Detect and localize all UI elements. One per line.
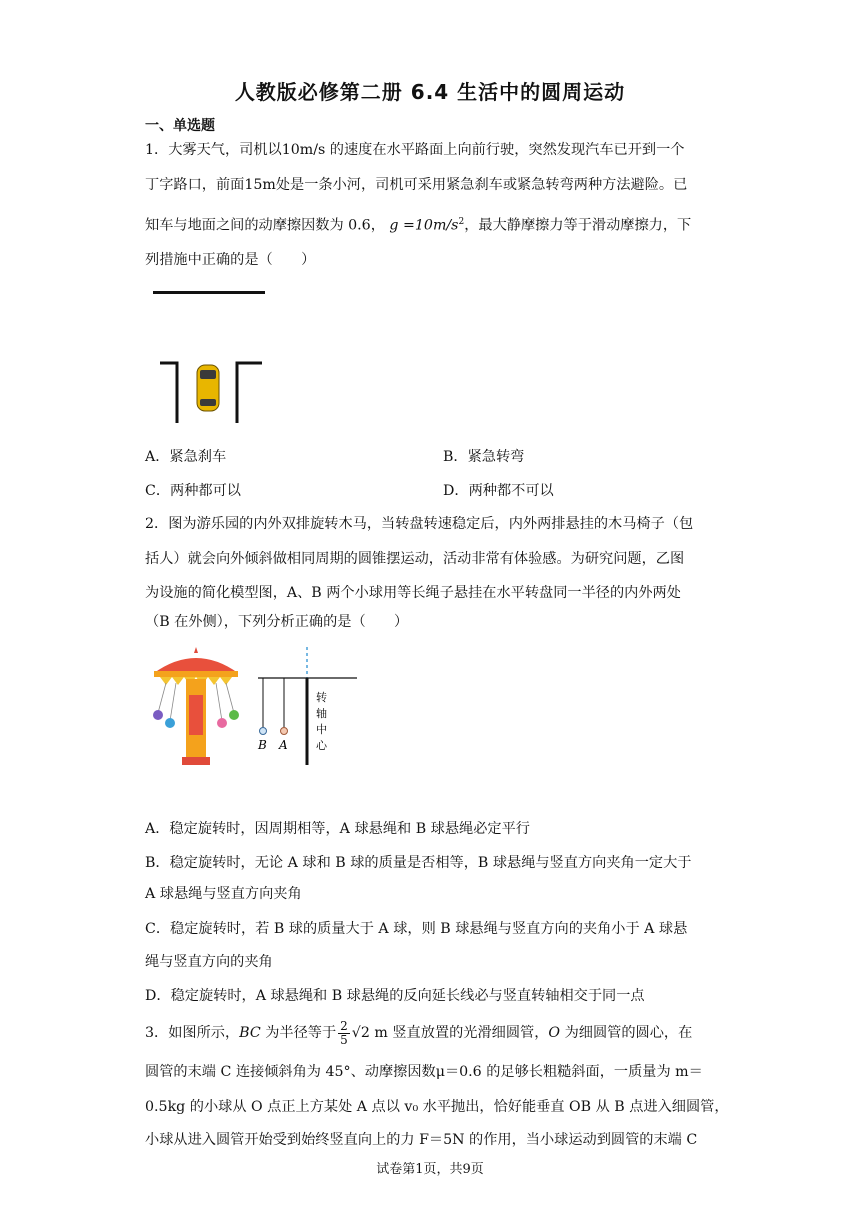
q2-option-b[interactable]: B．稳定旋转时，无论 A 球和 B 球的质量是否相等，B 球悬绳与竖直方向夹角一定大于 <box>145 855 692 871</box>
q2-model-figure <box>250 645 365 770</box>
q1-gravity-formula: g =10m/s <box>389 217 459 234</box>
q2-option-d[interactable]: D．稳定旋转时，A 球悬绳和 B 球悬绳的反向延长线必与竖直转轴相交于同一点 <box>145 988 645 1004</box>
car-icon <box>197 365 219 411</box>
q1-gravity-exponent: 2 <box>458 217 465 227</box>
q3-frac-num: 2 <box>340 1018 348 1033</box>
q3-bc: BC <box>239 1025 261 1041</box>
q3-line-3: 0.5kg 的小球从 O 点正上方某处 A 点以 v₀ 水平抛出，恰好能垂直 OB 从 B 点进入细圆管， <box>145 1099 729 1115</box>
carousel-illustration <box>146 645 246 770</box>
axis-label-3: 中 <box>316 723 327 736</box>
q2-line-1: 2．图为游乐园的内外双排旋转木马，当转盘转速稳定后，内外两排悬挂的木马椅子（包 <box>145 516 694 532</box>
q2-option-a[interactable]: A．稳定旋转时，因周期相等，A 球悬绳和 B 球悬绳必定平行 <box>145 821 530 837</box>
river-line <box>153 291 265 294</box>
label-a: A <box>279 738 288 752</box>
q1-line-3 <box>145 212 720 236</box>
axis-label-4: 心 <box>316 739 327 752</box>
page-footer: 试卷第1页，共9页 <box>376 1162 484 1177</box>
q2-option-b-cont: A 球悬绳与竖直方向夹角 <box>145 886 302 902</box>
q2-line-3: 为设施的简化模型图，A、B 两个小球用等长绳子悬挂在水平转盘同一半径的内外两处 <box>145 585 681 601</box>
q1-line-3-text: 知车与地面之间的动摩擦因数为 0.6， <box>145 217 385 234</box>
q1-option-d[interactable]: D．两种都不可以 <box>443 483 554 499</box>
q1-line-2: 丁字路口，前面15m处是一条小河，司机可采用紧急刹车或紧急转弯两种方法避险。已 <box>145 177 688 193</box>
q3-mid: 为半径等于 <box>260 1025 337 1041</box>
label-b: B <box>258 738 267 752</box>
q1-road-figure <box>150 285 270 425</box>
q1-line-4: 列措施中正确的是（ ） <box>145 252 316 268</box>
q2-line-2: 括人）就会向外倾斜做相同周期的圆锥摆运动，活动非常有体验感。为研究问题，乙图 <box>145 551 685 567</box>
q2-line-4: （B 在外侧），下列分析正确的是（ ） <box>145 614 409 630</box>
axis-label-1: 转 <box>316 691 327 704</box>
q1-line-3-tail: ，最大静摩擦力等于滑动摩擦力，下 <box>464 217 692 234</box>
q3-line-2: 圆管的末端 C 连接倾斜角为 45°、动摩擦因数μ＝0.6 的足够长粗糙斜面，一质量为 m＝ <box>145 1064 703 1080</box>
q3-prefix: 3．如图所示， <box>145 1025 240 1041</box>
q3-frac-den: 5 <box>340 1032 348 1047</box>
q1-option-c[interactable]: C．两种都可以 <box>145 483 241 499</box>
q1-line-1: 1．大雾天气，司机以10m/s 的速度在水平路面上向前行驶，突然发现汽车已开到一个 <box>145 142 685 158</box>
q3-post: m 竖直放置的光滑细圆管， <box>369 1025 549 1041</box>
road-left-edge <box>160 363 177 423</box>
q1-option-b[interactable]: B．紧急转弯 <box>443 449 525 465</box>
ball-a <box>281 728 288 735</box>
q3-line-4: 小球从进入圆管开始受到始终竖直向上的力 F＝5N 的作用，当小球运动到圆管的末端 C <box>145 1132 698 1148</box>
q1-option-a[interactable]: A．紧急刹车 <box>145 449 227 465</box>
axis-label-2: 轴 <box>316 707 327 720</box>
q3-fraction <box>338 1020 350 1047</box>
q3-sqrt: √2 <box>351 1025 370 1041</box>
road-right-edge <box>237 363 262 423</box>
q2-option-c-cont: 绳与竖直方向的夹角 <box>145 954 273 970</box>
q3-end: 为细圆管的圆心，在 <box>560 1025 693 1041</box>
page-title: 人教版必修第二册 6.4 生活中的圆周运动 <box>234 80 626 104</box>
q3-line-1 <box>145 1018 720 1048</box>
section-heading: 一、单选题 <box>145 118 215 134</box>
q3-o: O <box>548 1025 561 1041</box>
ball-b <box>260 728 267 735</box>
q2-option-c[interactable]: C．稳定旋转时，若 B 球的质量大于 A 球，则 B 球悬绳与竖直方向的夹角小于 A 球悬 <box>145 921 688 937</box>
